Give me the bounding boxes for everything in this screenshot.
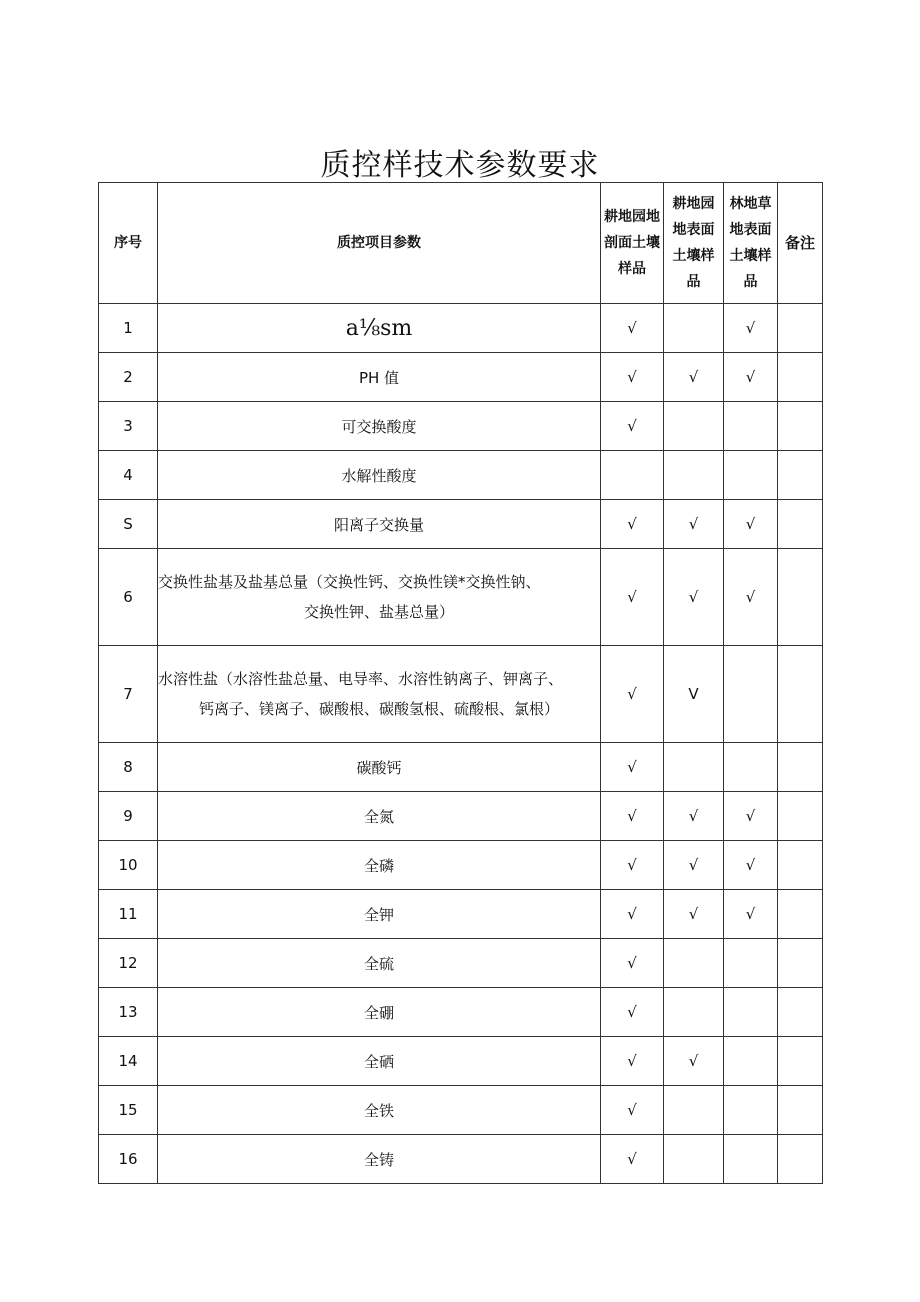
- cell-profile-soil: √: [601, 402, 664, 451]
- page-title: 质控样技术参数要求: [320, 148, 600, 184]
- cell-forest-soil: [724, 988, 778, 1037]
- cell-surface-soil: [664, 304, 724, 353]
- cell-item-line-1: 交换性盐基及盐基总量（交换性钙、交换性镁*交换性钠、: [158, 573, 541, 591]
- cell-item: 可交换酸度: [158, 402, 601, 451]
- table-row: [99, 646, 823, 743]
- cell-surface-soil: √: [664, 890, 724, 939]
- cell-seq: 3: [99, 402, 158, 451]
- cell-forest-soil: [724, 1135, 778, 1184]
- cell-item-line-1: 水溶性盐（水溶性盐总量、电导率、水溶性钠离子、钾离子、: [158, 670, 564, 688]
- table-row: [99, 939, 823, 988]
- cell-surface-soil: [664, 451, 724, 500]
- cell-note: [778, 353, 823, 402]
- cell-profile-soil: √: [601, 939, 664, 988]
- cell-seq: 8: [99, 743, 158, 792]
- cell-profile-soil: √: [601, 988, 664, 1037]
- cell-note: [778, 1037, 823, 1086]
- cell-item: 全磷: [158, 841, 601, 890]
- table-row: [99, 841, 823, 890]
- cell-seq: 9: [99, 792, 158, 841]
- cell-profile-soil: √: [601, 1037, 664, 1086]
- cell-item: 全硼: [158, 988, 601, 1037]
- header-profile-soil: [601, 183, 664, 304]
- cell-note: [778, 890, 823, 939]
- cell-seq: 4: [99, 451, 158, 500]
- cell-profile-soil: √: [601, 1135, 664, 1184]
- cell-item: 全氮: [158, 792, 601, 841]
- cell-note: [778, 500, 823, 549]
- cell-profile-soil: √: [601, 890, 664, 939]
- cell-note: [778, 549, 823, 646]
- cell-forest-soil: √: [724, 841, 778, 890]
- cell-item: PH 值: [158, 353, 601, 402]
- cell-forest-soil: [724, 1086, 778, 1135]
- cell-surface-soil: √: [664, 353, 724, 402]
- cell-item: 全硒: [158, 1037, 601, 1086]
- cell-surface-soil: [664, 1135, 724, 1184]
- cell-profile-soil: √: [601, 549, 664, 646]
- cell-forest-soil: [724, 1037, 778, 1086]
- cell-note: [778, 792, 823, 841]
- cell-profile-soil: √: [601, 792, 664, 841]
- cell-surface-soil: √: [664, 792, 724, 841]
- cell-seq: 15: [99, 1086, 158, 1135]
- cell-seq: 12: [99, 939, 158, 988]
- cell-item: 全铁: [158, 1086, 601, 1135]
- header-forest-soil-label: 林地草地表面土壤样品: [729, 196, 772, 290]
- header-surface-soil-label: 耕地园地表面土壤样品: [672, 196, 715, 290]
- cell-seq: 11: [99, 890, 158, 939]
- cell-item: 水解性酸度: [158, 451, 601, 500]
- cell-note: [778, 1135, 823, 1184]
- cell-surface-soil: [664, 402, 724, 451]
- cell-profile-soil: √: [601, 1086, 664, 1135]
- cell-item: [158, 646, 601, 743]
- cell-forest-soil: √: [724, 353, 778, 402]
- cell-profile-soil: √: [601, 304, 664, 353]
- table-row: [99, 1086, 823, 1135]
- header-profile-soil-label: 耕地园地剖面土壤样品: [604, 209, 660, 277]
- table-row: [99, 353, 823, 402]
- cell-seq: 1: [99, 304, 158, 353]
- cell-surface-soil: √: [664, 841, 724, 890]
- header-note-label: 备注: [784, 234, 815, 252]
- table-row: [99, 890, 823, 939]
- cell-note: [778, 646, 823, 743]
- cell-note: [778, 304, 823, 353]
- header-note: [778, 183, 823, 304]
- cell-surface-soil: V: [664, 646, 724, 743]
- table-row: [99, 988, 823, 1037]
- cell-surface-soil: √: [664, 549, 724, 646]
- cell-forest-soil: √: [724, 500, 778, 549]
- cell-note: [778, 841, 823, 890]
- table-header-row: [99, 183, 823, 304]
- cell-forest-soil: [724, 451, 778, 500]
- header-forest-soil: [724, 183, 778, 304]
- table-row: [99, 304, 823, 353]
- cell-item-line-2: 钙离子、镁离子、碳酸根、碳酸氢根、硫酸根、氯根）: [198, 700, 559, 718]
- cell-forest-soil: √: [724, 549, 778, 646]
- cell-seq: 7: [99, 646, 158, 743]
- cell-seq: 13: [99, 988, 158, 1037]
- parameter-table: [98, 182, 823, 1184]
- cell-item: 全铸: [158, 1135, 601, 1184]
- table-row: [99, 451, 823, 500]
- cell-surface-soil: [664, 743, 724, 792]
- cell-profile-soil: √: [601, 646, 664, 743]
- cell-forest-soil: [724, 402, 778, 451]
- cell-forest-soil: [724, 939, 778, 988]
- header-item: 质控项目参数: [158, 183, 601, 304]
- cell-surface-soil: [664, 988, 724, 1037]
- table-row: [99, 792, 823, 841]
- cell-item: 阳离子交换量: [158, 500, 601, 549]
- cell-item: a⅛sm: [158, 304, 601, 353]
- cell-profile-soil: [601, 451, 664, 500]
- cell-surface-soil: √: [664, 1037, 724, 1086]
- cell-surface-soil: [664, 939, 724, 988]
- cell-profile-soil: √: [601, 500, 664, 549]
- cell-item-line-2: 交换性钾、盐基总量）: [303, 603, 454, 621]
- cell-surface-soil: √: [664, 500, 724, 549]
- cell-item: 全硫: [158, 939, 601, 988]
- cell-note: [778, 988, 823, 1037]
- cell-item: [158, 549, 601, 646]
- cell-seq: 6: [99, 549, 158, 646]
- cell-item: 碳酸钙: [158, 743, 601, 792]
- cell-note: [778, 451, 823, 500]
- cell-seq: 16: [99, 1135, 158, 1184]
- table-row: [99, 500, 823, 549]
- cell-forest-soil: [724, 743, 778, 792]
- cell-item: 全钾: [158, 890, 601, 939]
- cell-seq: 2: [99, 353, 158, 402]
- cell-note: [778, 939, 823, 988]
- cell-forest-soil: √: [724, 890, 778, 939]
- cell-forest-soil: √: [724, 304, 778, 353]
- header-surface-soil: [664, 183, 724, 304]
- cell-seq: S: [99, 500, 158, 549]
- header-seq: 序号: [99, 183, 158, 304]
- cell-note: [778, 743, 823, 792]
- table-row: [99, 402, 823, 451]
- cell-surface-soil: [664, 1086, 724, 1135]
- cell-forest-soil: [724, 646, 778, 743]
- table-row: [99, 743, 823, 792]
- cell-profile-soil: √: [601, 841, 664, 890]
- cell-note: [778, 1086, 823, 1135]
- cell-profile-soil: √: [601, 353, 664, 402]
- table-row: [99, 549, 823, 646]
- cell-seq: 14: [99, 1037, 158, 1086]
- table-row: [99, 1037, 823, 1086]
- table-row: [99, 1135, 823, 1184]
- cell-forest-soil: √: [724, 792, 778, 841]
- cell-profile-soil: √: [601, 743, 664, 792]
- cell-note: [778, 402, 823, 451]
- cell-seq: 10: [99, 841, 158, 890]
